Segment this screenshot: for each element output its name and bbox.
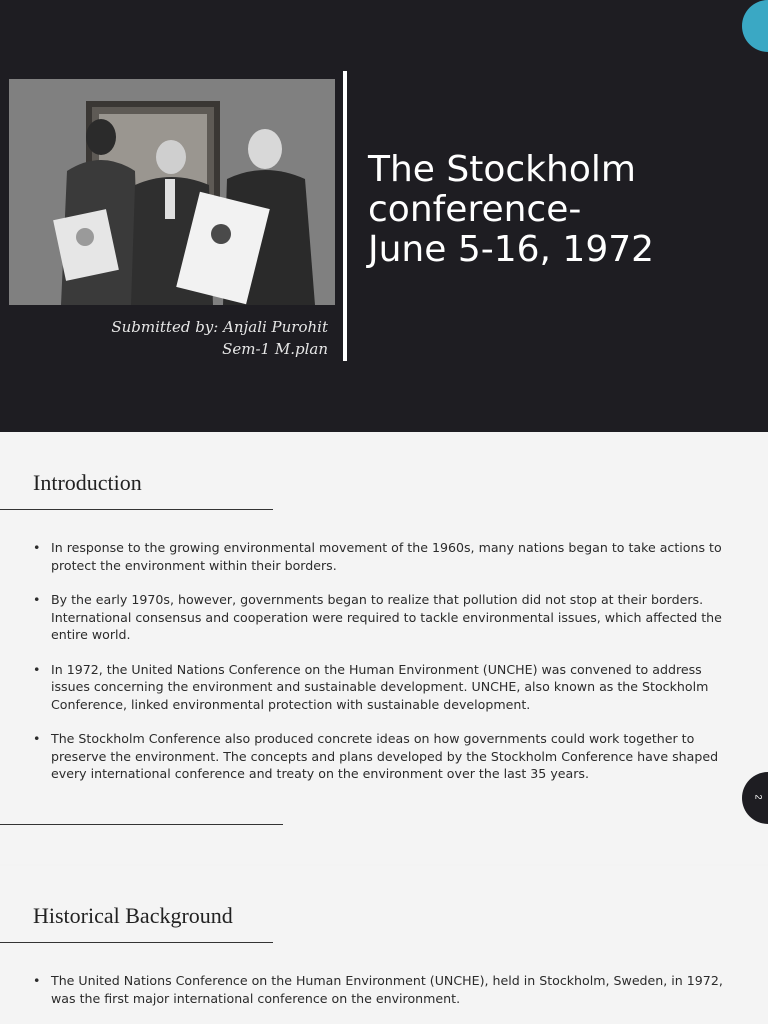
accent-circle (742, 0, 768, 52)
bullet-text: In response to the growing environmental movement of the 1960s, many nations began to take actions to protect the environment within their borders. (51, 540, 722, 573)
bullet-text: In 1972, the United Nations Conference on the Human Environment (UNCHE) was convened to address issues concerning the environment and sustainable development. UNCHE, also known as the Stockholm Conference, linked environmental protection with sustainable development. (51, 661, 709, 712)
submitted-line: Submitted by: Anjali Purohit (111, 318, 328, 336)
heading-underline (0, 509, 273, 510)
bullet-text: The Stockholm Conference also produced concrete ideas on how governments could work together to preserve the environment. The concepts and plans developed by the Stockholm Conference have shaped every international conference and treaty on the environment over the last 35 years. (51, 731, 719, 781)
historical-background-slide (0, 866, 768, 1024)
introduction-slide (0, 432, 768, 864)
bullet-text: The United Nations Conference on the Human Environment (UNCHE), held in Stockholm, Sweden, in 1972, was the first major international conference on the environment. (51, 973, 723, 1006)
slide-heading: Historical Background (33, 903, 233, 928)
bullet-marker: • (33, 592, 41, 607)
bullet-text: By the early 1970s, however, governments began to realize that pollution did not stop at their borders. International consensus and cooperation were required to tackle environmental issues, which affected the entire world. (51, 592, 722, 642)
bullet-marker: • (33, 540, 41, 555)
title-line: June 5-16, 1972 (368, 229, 655, 270)
footer-line (0, 824, 283, 825)
list-item (33, 591, 733, 644)
title-line: conference- (368, 189, 582, 230)
list-item (33, 730, 733, 783)
bullet-marker: • (33, 661, 41, 677)
slide-heading: Introduction (33, 470, 142, 495)
list-item (33, 661, 733, 714)
list-item (33, 972, 733, 1007)
bullet-marker: • (33, 973, 41, 988)
slide-title (368, 150, 758, 270)
bullet-list (33, 539, 733, 800)
bullet-list (33, 972, 733, 1024)
title-slide (0, 0, 768, 432)
list-item (33, 539, 733, 574)
submitted-line: Sem-1 M.plan (222, 340, 328, 358)
photo-illustration (9, 79, 335, 305)
page-number: 2 (753, 794, 764, 800)
title-divider (343, 71, 347, 361)
submitted-by (111, 316, 328, 360)
title-line: The Stockholm (368, 149, 636, 190)
heading-underline (0, 942, 273, 943)
bullet-marker: • (33, 731, 41, 746)
conference-photo (9, 79, 335, 305)
